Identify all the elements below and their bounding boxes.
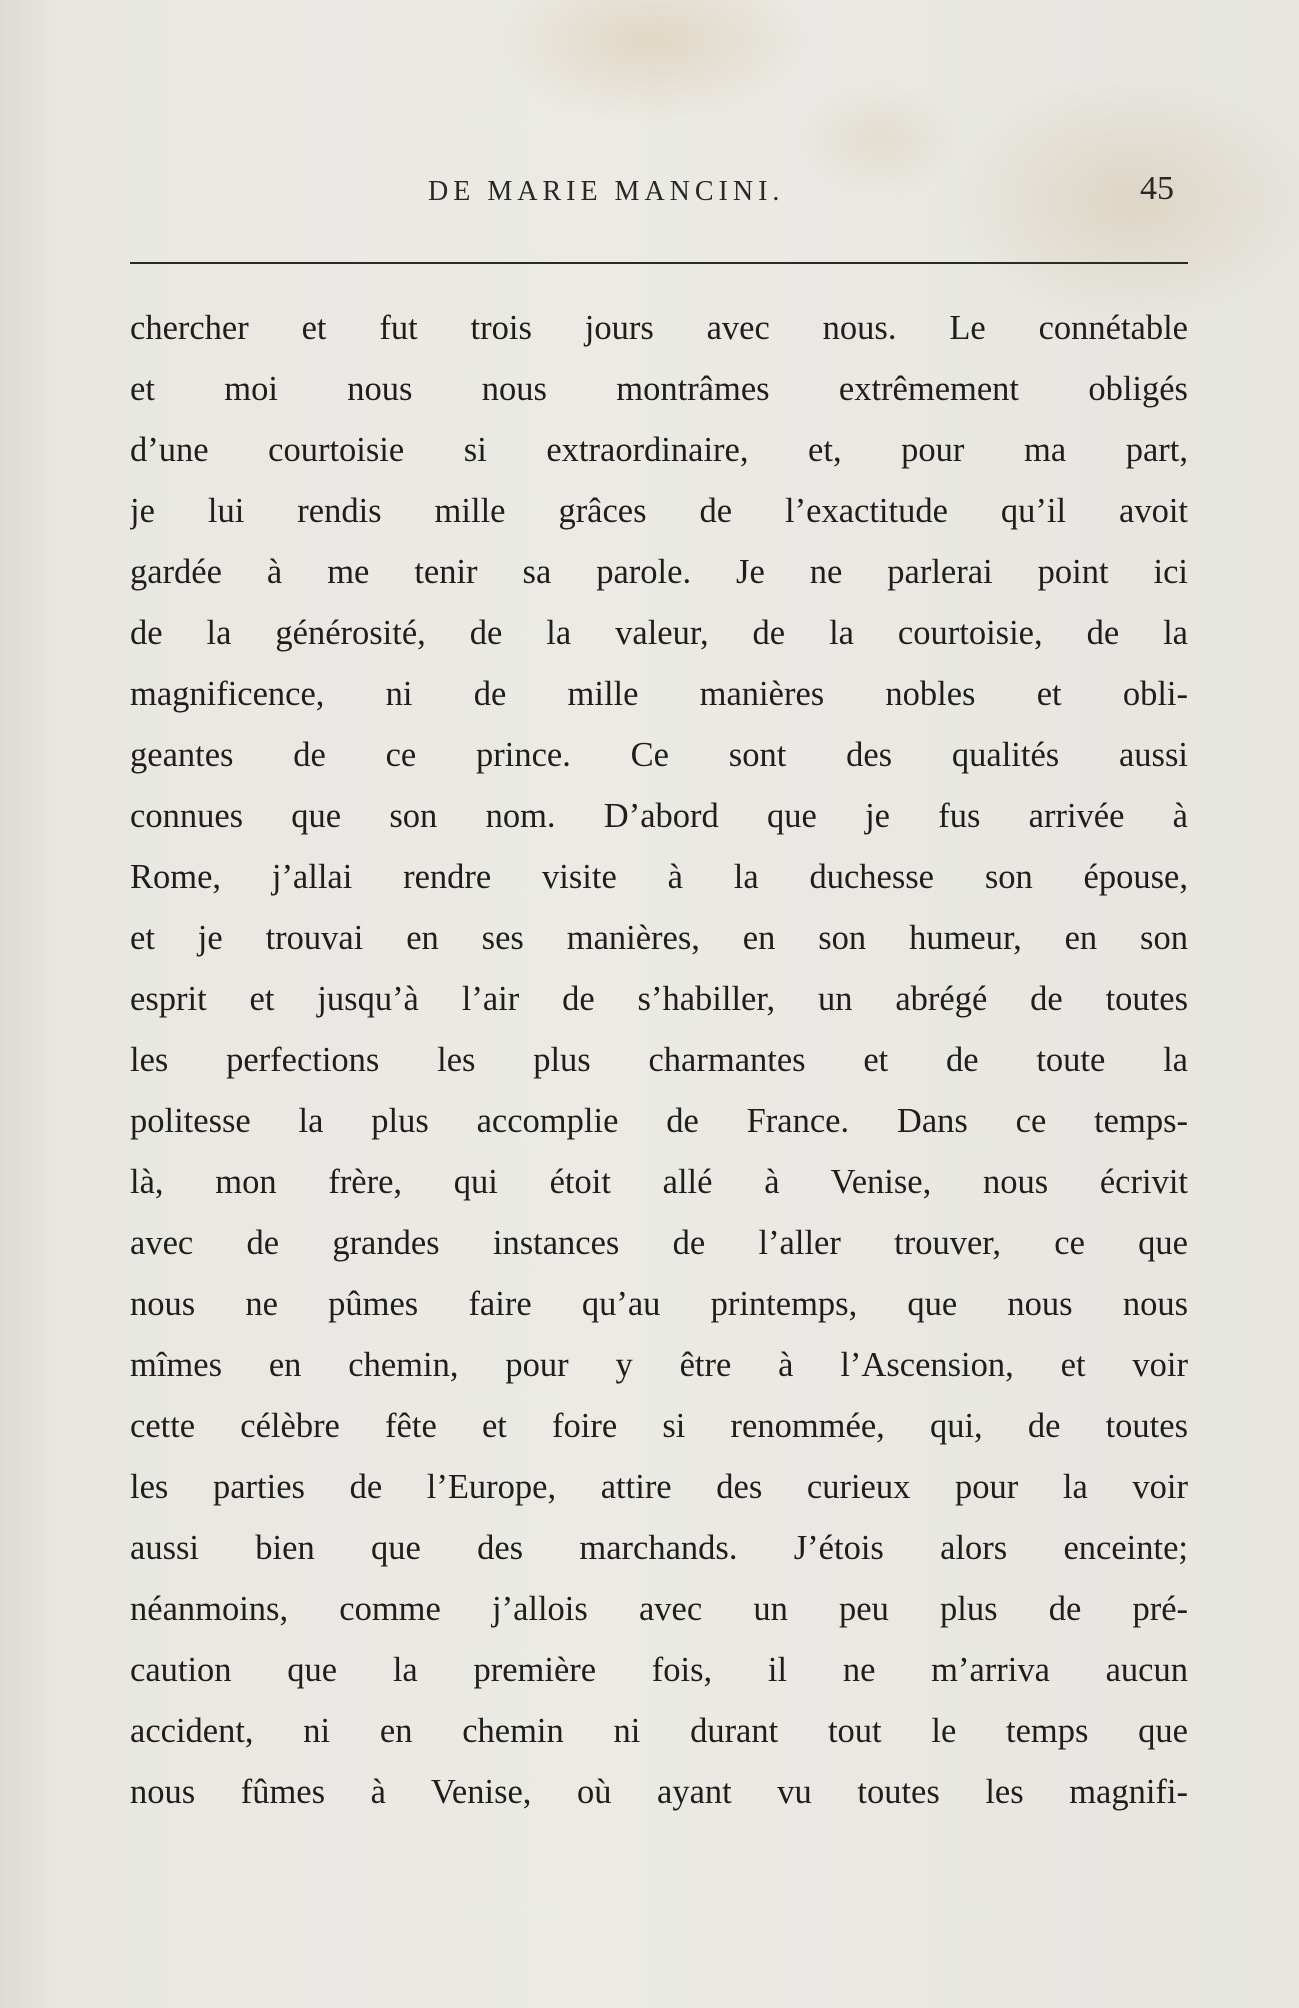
text-line: caution que la première fois, il ne m’arriva aucun bbox=[130, 1651, 1188, 1689]
text-line: je lui rendis mille grâces de l’exactitude qu’il avoit bbox=[130, 492, 1188, 530]
body-text bbox=[130, 298, 1188, 1823]
text-line: et je trouvai en ses manières, en son humeur, en son bbox=[130, 919, 1188, 957]
text-line: politesse la plus accomplie de France. Dans ce temps- bbox=[130, 1102, 1188, 1140]
text-line: connues que son nom. D’abord que je fus arrivée à bbox=[130, 797, 1188, 835]
text-line: avec de grandes instances de l’aller trouver, ce que bbox=[130, 1224, 1188, 1262]
text-line: esprit et jusqu’à l’air de s’habiller, un abrégé de toutes bbox=[130, 980, 1188, 1018]
text-line: aussi bien que des marchands. J’étois alors enceinte; bbox=[130, 1529, 1188, 1567]
text-line: là, mon frère, qui étoit allé à Venise, nous écrivit bbox=[130, 1163, 1188, 1201]
text-line: néanmoins, comme j’allois avec un peu plus de pré- bbox=[130, 1590, 1188, 1628]
text-line: magnificence, ni de mille manières nobles et obli- bbox=[130, 675, 1188, 713]
running-title: DE MARIE MANCINI. bbox=[428, 176, 785, 207]
header-rule bbox=[130, 262, 1188, 264]
text-line: Rome, j’allai rendre visite à la duchesse son épouse, bbox=[130, 858, 1188, 896]
text-line: et moi nous nous montrâmes extrêmement obligés bbox=[130, 370, 1188, 408]
text-line: nous ne pûmes faire qu’au printemps, que nous nous bbox=[130, 1285, 1188, 1323]
running-head bbox=[0, 170, 1299, 216]
text-line: les parties de l’Europe, attire des curieux pour la voir bbox=[130, 1468, 1188, 1506]
text-line: nous fûmes à Venise, où ayant vu toutes les magnifi- bbox=[130, 1773, 1188, 1811]
text-line: cette célèbre fête et foire si renommée, qui, de toutes bbox=[130, 1407, 1188, 1445]
text-line: de la générosité, de la valeur, de la courtoisie, de la bbox=[130, 614, 1188, 652]
text-line: chercher et fut trois jours avec nous. Le connétable bbox=[130, 309, 1188, 347]
text-line: gardée à me tenir sa parole. Je ne parlerai point ici bbox=[130, 553, 1188, 591]
text-line: d’une courtoisie si extraordinaire, et, pour ma part, bbox=[130, 431, 1188, 469]
page-number: 45 bbox=[1140, 170, 1174, 207]
text-line: geantes de ce prince. Ce sont des qualités aussi bbox=[130, 736, 1188, 774]
text-line: les perfections les plus charmantes et de toute la bbox=[130, 1041, 1188, 1079]
text-line: accident, ni en chemin ni durant tout le temps que bbox=[130, 1712, 1188, 1750]
text-line: mîmes en chemin, pour y être à l’Ascension, et voir bbox=[130, 1346, 1188, 1384]
